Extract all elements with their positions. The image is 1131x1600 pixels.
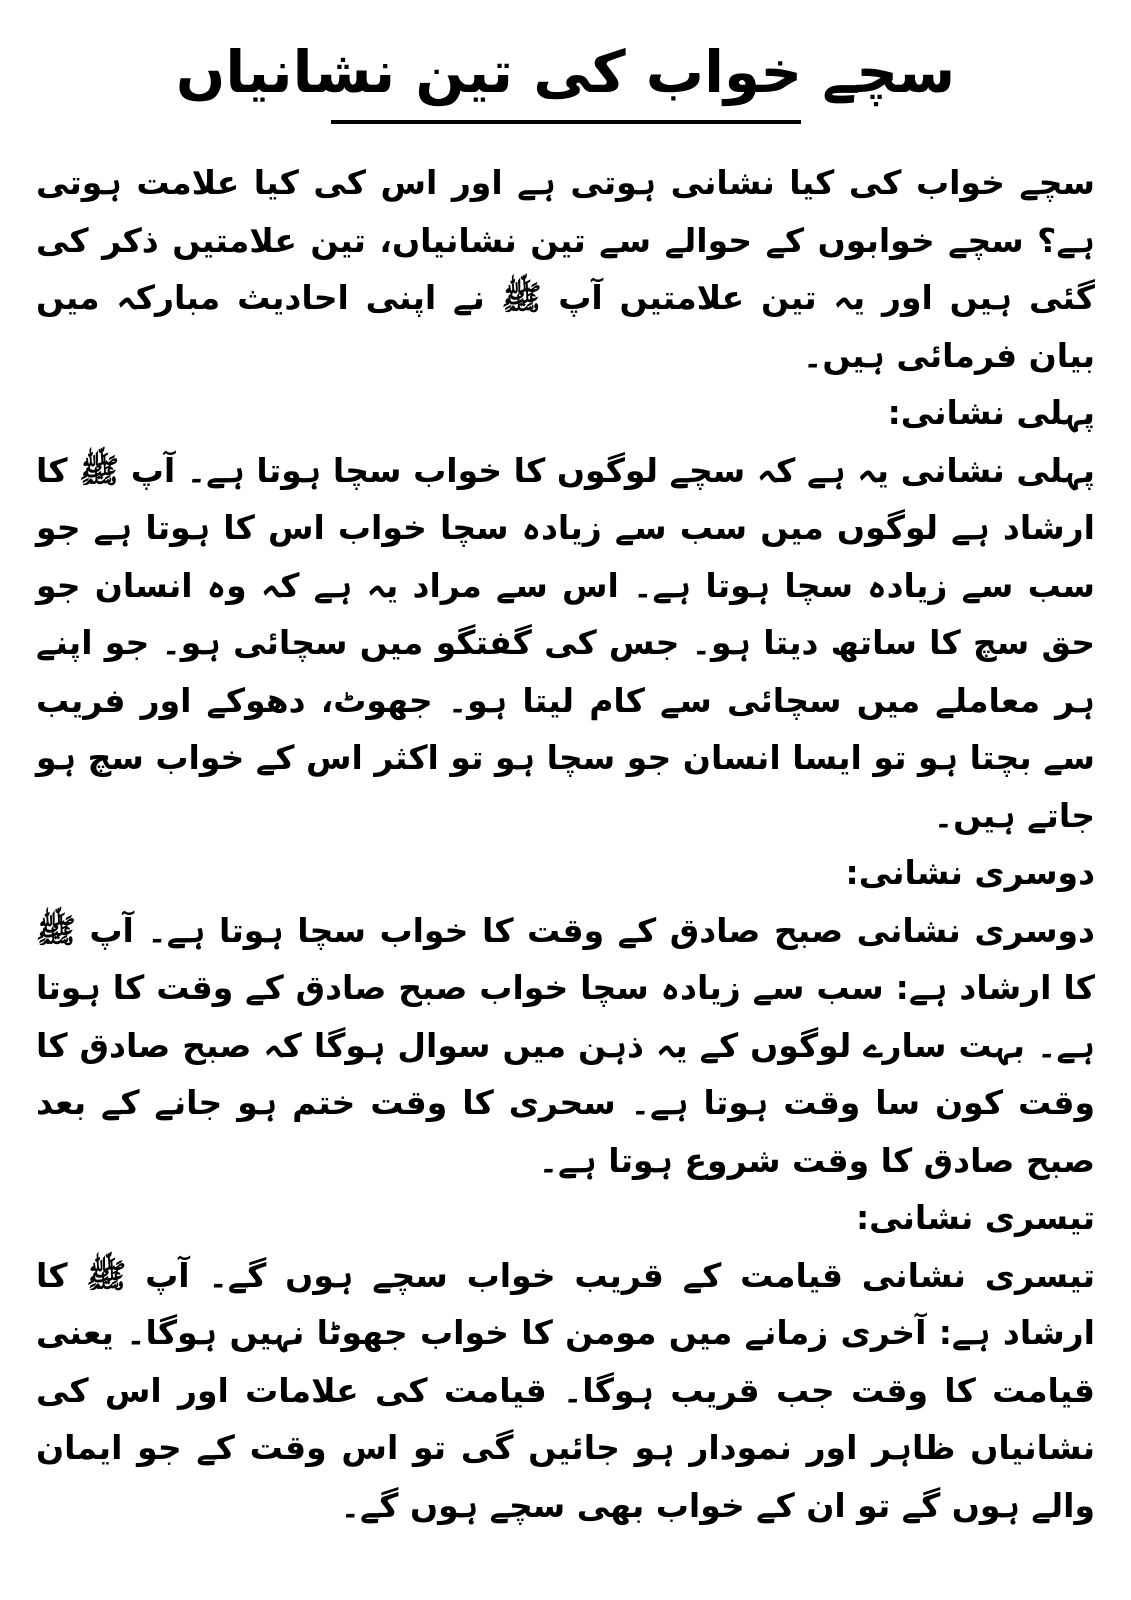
article-title: سچے خواب کی تین نشانیاں [175, 38, 956, 106]
section-text-second-sign: دوسری نشانی صبح صادق کے وقت کا خواب سچا ہوتا ہے۔ آپ ﷺ کا ارشاد ہے: سب سے زیادہ سچا خواب صبح صادق کے وقت کا ہوتا ہے۔ بہت سارے لوگوں کے یہ ذہن میں سوال ہوگا کہ صبح صادق کا وقت کون سا وقت ہوتا ہے۔ سحری کا وقت ختم ہو جانے کے بعد صبح صادق کا وقت شروع ہوتا ہے۔ [36, 910, 1095, 1180]
intro-paragraph: سچے خواب کی کیا نشانی ہوتی ہے اور اس کی کیا علامت ہوتی ہے؟ سچے خوابوں کے حوالے سے تین نشانیاں، تین علامتیں ذکر کی گئی ہیں اور یہ تین علامتیں آپ ﷺ نے اپنی احادیث مبارکہ میں بیان فرمائی ہیں۔ [36, 163, 1095, 375]
section-text-third-sign: تیسری نشانی قیامت کے قریب خواب سچے ہوں گے۔ آپ ﷺ کا ارشاد ہے: آخری زمانے میں مومن کا خواب جھوٹا نہیں ہوگا۔ یعنی قیامت کا وقت جب قریب ہوگا۔ قیامت کی علامات اور اس کی نشانیاں ظاہر اور نمودار ہو جائیں گی تو اس وقت کے جو ایمان والے ہوں گے تو ان کے خواب بھی سچے ہوں گے۔ [36, 1255, 1095, 1525]
article-body [36, 154, 1095, 1534]
section-heading-first-sign: پہلی نشانی: [887, 393, 1095, 432]
section-heading-third-sign: تیسری نشانی: [855, 1198, 1095, 1237]
title-underline [331, 120, 801, 124]
title-block [36, 28, 1095, 138]
section-text-first-sign: پہلی نشانی یہ ہے کہ سچے لوگوں کا خواب سچا ہوتا ہے۔ آپ ﷺ کا ارشاد ہے لوگوں میں سب سے زیادہ سچا خواب اس کا ہوتا ہے جو سب سے زیادہ سچا ہوتا ہے۔ اس سے مراد یہ ہے کہ وہ انسان جو حق سچ کا ساتھ دیتا ہو۔ جس کی گفتگو میں سچائی ہو۔ جو اپنے ہر معاملے میں سچائی سے کام لیتا ہو۔ جھوٹ، دھوکے اور فریب سے بچتا ہو تو ایسا انسان جو سچا ہو تو اکثر اس کے خواب سچ ہو جاتے ہیں۔ [36, 450, 1095, 835]
section-heading-second-sign: دوسری نشانی: [845, 853, 1095, 892]
